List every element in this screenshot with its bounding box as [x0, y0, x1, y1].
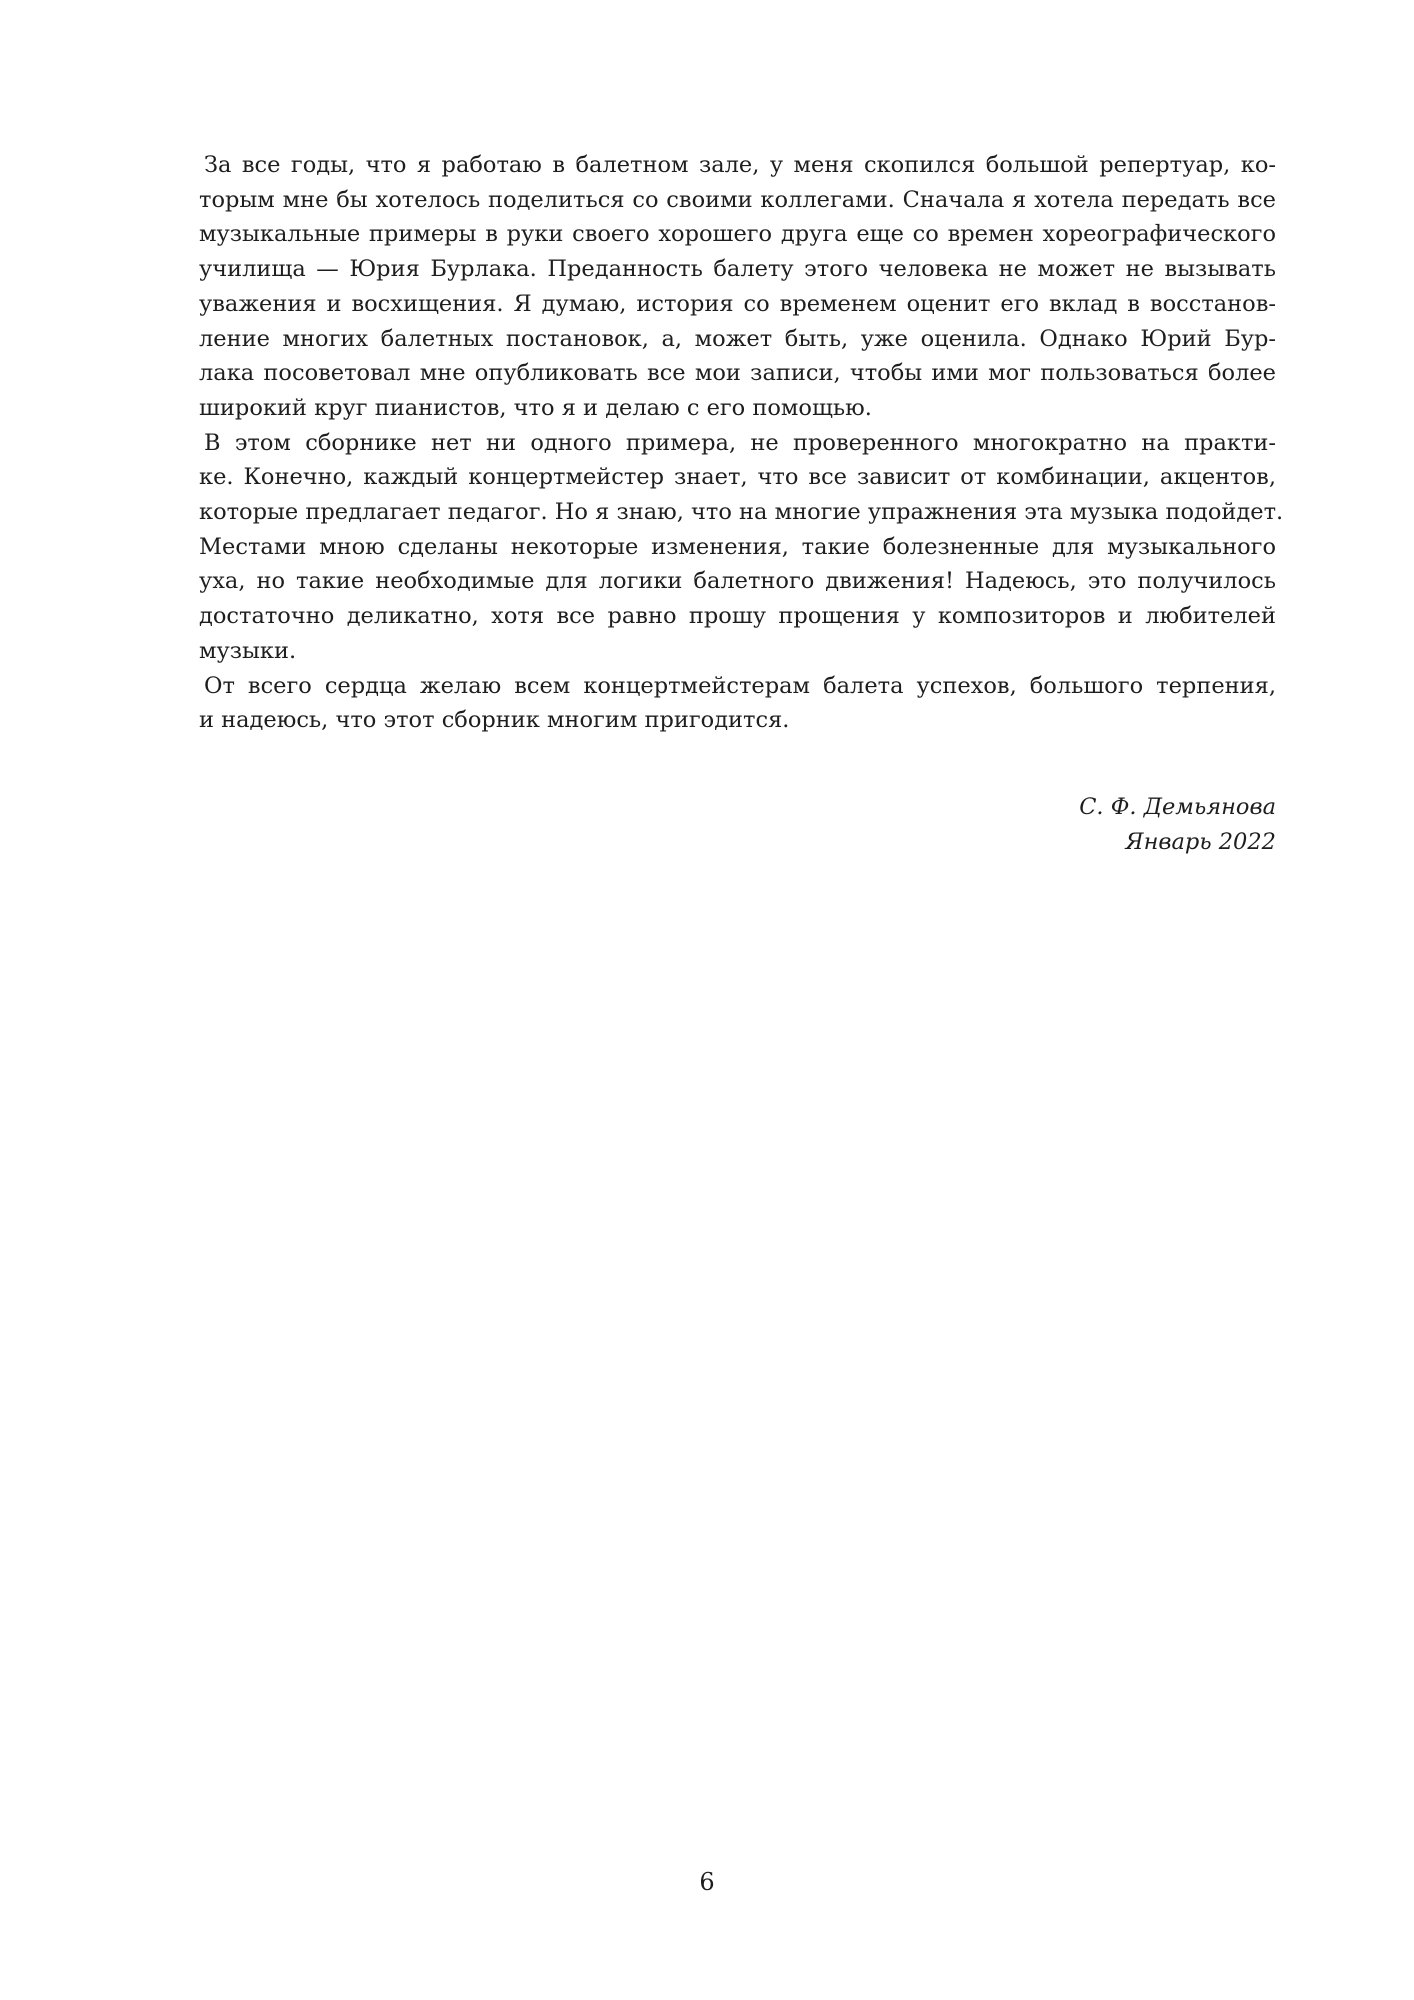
text-line: От всего сердца желаю всем концертмейстерам балета успехов, большого терпения,	[204, 672, 1276, 699]
text-line: Местами мною сделаны некоторые изменения, такие болезненные для музыкального	[199, 533, 1276, 560]
text-line: училища — Юрия Бурлака. Преданность балету этого человека не может не вызывать	[199, 256, 1276, 283]
text-line: ление многих балетных постановок, а, может быть, уже оценила. Однако Юрий Бур-	[199, 325, 1276, 352]
page-number: 6	[699, 1868, 715, 1896]
text-line: широкий круг пианистов, что я и делаю с его помощью.	[199, 394, 872, 421]
text-line: и надеюсь, что этот сборник многим пригодится.	[199, 707, 790, 734]
text-line: уха, но такие необходимые для логики балетного движения! Надеюсь, это получилось	[199, 568, 1276, 595]
paragraph-1	[194, 148, 1276, 426]
text-line: В этом сборнике нет ни одного примера, не проверенного многократно на практи-	[204, 429, 1276, 456]
text-line: которые предлагает педагог. Но я знаю, что на многие упражнения эта музыка подойдет.	[199, 499, 1284, 526]
text-line: лака посоветовал мне опубликовать все мои записи, чтобы ими мог пользоваться более	[199, 360, 1276, 387]
signature-date: Январь 2022	[1125, 828, 1276, 855]
text-line: музыкальные примеры в руки своего хорошего друга еще со времен хореографического	[199, 221, 1276, 248]
page-body	[194, 148, 1284, 859]
paragraph-2	[194, 426, 1284, 669]
text-line: За все годы, что я работаю в балетном зале, у меня скопился большой репертуар, ко-	[204, 152, 1276, 178]
text-line: музыки.	[199, 637, 297, 664]
text-line: достаточно деликатно, хотя все равно прошу прощения у композиторов и любителей	[199, 603, 1276, 630]
text-line: торым мне бы хотелось поделиться со своими коллегами. Сначала я хотела передать все	[199, 186, 1276, 213]
text-line: ке. Конечно, каждый концертмейстер знает, что все зависит от комбинации, акцентов,	[199, 464, 1276, 491]
paragraph-3	[194, 669, 1276, 738]
signature-block	[194, 790, 1276, 859]
signature-author: С. Ф. Демьянова	[1079, 793, 1276, 820]
text-line: уважения и восхищения. Я думаю, история со временем оценит его вклад в восстанов-	[199, 290, 1276, 317]
